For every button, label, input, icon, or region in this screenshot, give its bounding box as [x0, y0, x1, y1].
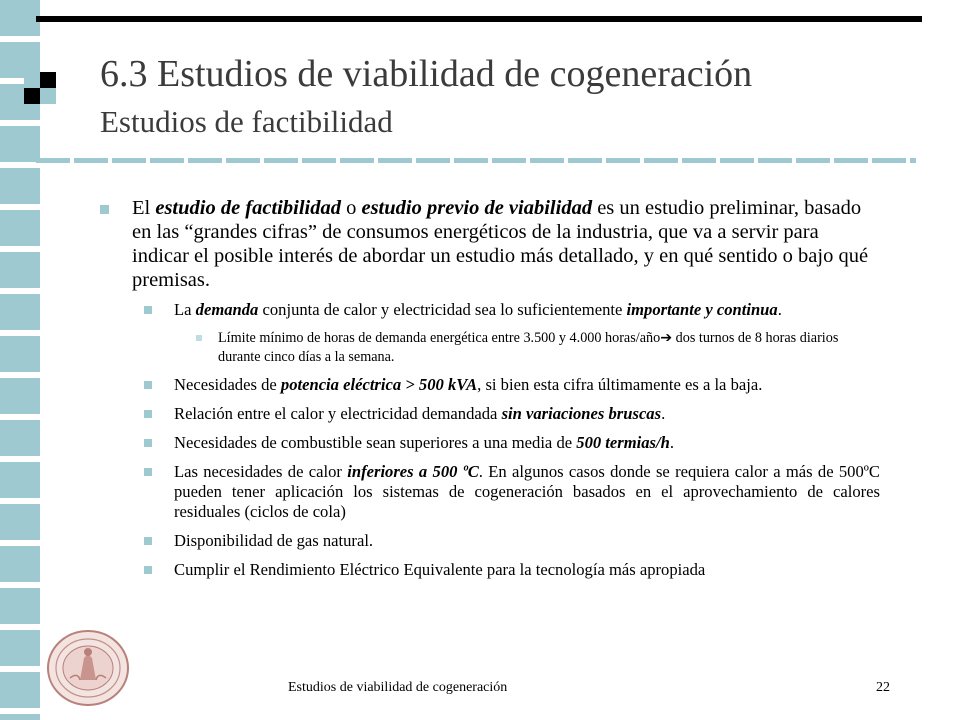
bullet-electric-power: Necesidades de potencia eléctrica > 500 kVA, si bien esta cifra últimamente es a la baja.: [144, 375, 880, 395]
footer-text: Estudios de viabilidad de cogeneración: [288, 680, 508, 695]
intro-text: es un estudio preliminar, basado en las “grandes cifras” de consumos energéticos de la industria, que va a servir para indicar el posible interés de abordar un estudio más detallado, y en qué sentido o bajo qué premisas.: [132, 197, 869, 291]
bullet-marker: [144, 439, 152, 447]
bullet-demand: La demanda conjunta de calor y electricidad sea lo suficientemente importante y continua.: [144, 300, 880, 320]
bullet-marker: [144, 566, 152, 574]
left-decorative-strip: [0, 0, 40, 720]
intro-emphasis: estudio de factibilidad: [155, 197, 341, 219]
subbullet-min-hours: Límite mínimo de horas de demanda energética entre 3.500 y 4.000 horas/año➔ dos turnos de 8 horas diarios durante cinco días a la semana.: [196, 329, 880, 367]
slide-subtitle: Estudios de factibilidad: [100, 104, 393, 139]
intro-paragraph: [100, 196, 880, 292]
intro-emphasis: estudio previo de viabilidad: [361, 197, 593, 219]
arrow-right-icon: ➔: [660, 330, 673, 346]
decor-square-2: [40, 72, 56, 88]
bullet-heat-needs: Las necesidades de calor inferiores a 500 ºC. En algunos casos donde se requiera calor a más de 500ºC pueden tener aplicación los sistemas de cogeneración basados en el aprovechamiento de calores residuales (ciclos de cola): [144, 462, 880, 522]
intro-text: El: [132, 197, 156, 219]
bullet-fuel-needs: Necesidades de combustible sean superiores a una media de 500 termias/h.: [144, 433, 880, 453]
page-number: 22: [876, 680, 890, 695]
bullet-marker: [144, 537, 152, 545]
slide-title: 6.3 Estudios de viabilidad de cogeneración: [100, 53, 753, 95]
bullet-marker: [100, 205, 109, 214]
top-decorative-bar: [36, 16, 922, 22]
bullet-marker: [144, 381, 152, 389]
bullet-heat-ratio: Relación entre el calor y electricidad demandada sin variaciones bruscas.: [144, 404, 880, 424]
university-seal-icon: [44, 628, 132, 708]
bullet-electric-efficiency: Cumplir el Rendimiento Eléctrico Equivalente para la tecnología más apropiada: [144, 560, 880, 580]
slide-content: [100, 196, 880, 589]
bullet-marker: [196, 335, 202, 341]
bullet-natural-gas: Disponibilidad de gas natural.: [144, 531, 880, 551]
bullet-marker: [144, 306, 152, 314]
decor-square-4: [40, 88, 56, 104]
decor-square-3: [24, 88, 40, 104]
decor-square-1: [24, 72, 40, 88]
bullet-marker: [144, 468, 152, 476]
intro-text: o: [340, 197, 362, 219]
bullet-marker: [144, 410, 152, 418]
title-divider: [36, 158, 916, 163]
